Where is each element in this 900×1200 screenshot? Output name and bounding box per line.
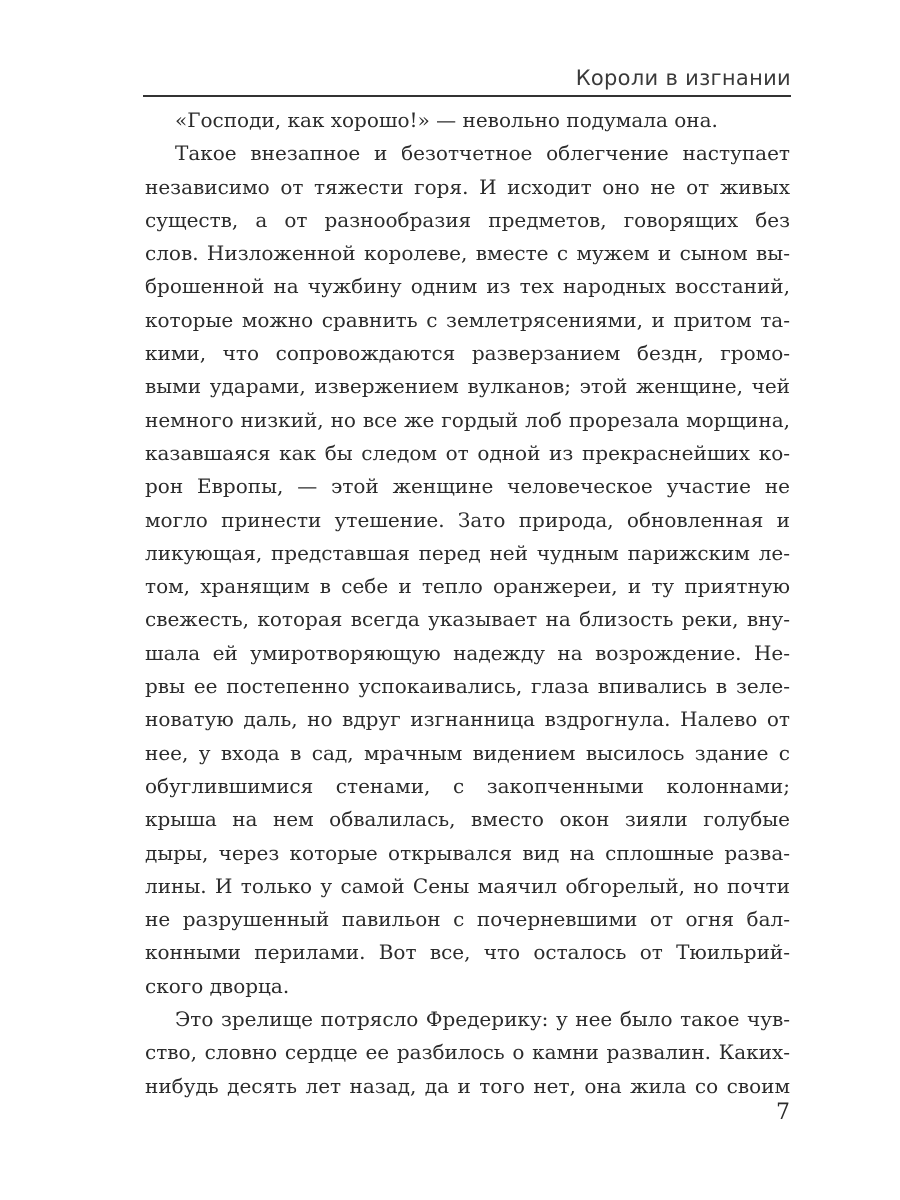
text-line: обуглившимися стенами, с закопченными колоннами; [145,773,790,798]
text-line: свежесть, которая всегда указывает на близость реки, вну- [145,607,790,632]
text-line: Это зрелище потрясло Фредерику: у нее было такое чув- [175,1007,790,1032]
text-line: кими, что сопровождаются разверзанием бездн, громо- [145,341,790,366]
page-number: 7 [776,1100,790,1125]
header-rule [143,95,791,97]
text-line: которые можно сравнить с землетрясениями, и притом та- [145,307,790,332]
text-line: конными перилами. Вот все, что осталось от Тюильрий- [145,940,790,965]
text-line: крыша на нем обвалилась, вместо окон зияли голубые [145,807,790,832]
text-line: ство, словно сердце ее разбилось о камни развалин. Каких- [145,1040,790,1065]
text-line: дыры, через которые открывался вид на сплошные разва- [145,840,790,865]
text-line: «Господи, как хорошо!» — невольно подумала она. [175,108,718,132]
text-line: том, хранящим в себе и тепло оранжереи, и ту приятную [145,574,790,599]
text-line: выми ударами, извержением вулканов; этой женщине, чей [145,374,790,399]
text-line: Такое внезапное и безотчетное облегчение наступает [175,141,790,166]
text-line: ского дворца. [145,973,290,998]
text-line: слов. Низложенной королеве, вместе с мужем и сыном вы- [145,241,790,266]
body-text [145,104,790,1103]
text-line: немного низкий, но все же гордый лоб прорезала морщина, [145,407,790,432]
text-line: ликующая, представшая перед ней чудным парижским ле- [145,540,790,565]
text-line: не разрушенный павильон с почерневшими от огня бал- [145,907,790,932]
text-line: независимо от тяжести горя. И исходит оно не от живых [145,174,790,199]
running-head-title: Короли в изгнании [575,66,791,90]
text-line: нибудь десять лет назад, да и того нет, она жила со своим [145,1073,790,1098]
text-line: шала ей умиротворяющую надежду на возрождение. Не- [145,640,790,665]
text-line: новатую даль, но вдруг изгнанница вздрогнула. Налево от [145,707,790,732]
text-line: могло принести утешение. Зато природа, обновленная и [145,507,790,532]
text-line: лины. И только у самой Сены маячил обгорелый, но почти [145,873,790,898]
text-line: казавшаяся как бы следом от одной из прекраснейших ко- [145,440,790,465]
text-line: нее, у входа в сад, мрачным видением высилось здание с [145,740,790,765]
text-line: рон Европы, — этой женщине человеческое участие не [145,474,790,499]
text-line: рвы ее постепенно успокаивались, глаза впивались в зеле- [145,674,790,699]
text-line: существ, а от разнообразия предметов, говорящих без [145,207,790,232]
text-line: брошенной на чужбину одним из тех народных восстаний, [145,274,790,299]
